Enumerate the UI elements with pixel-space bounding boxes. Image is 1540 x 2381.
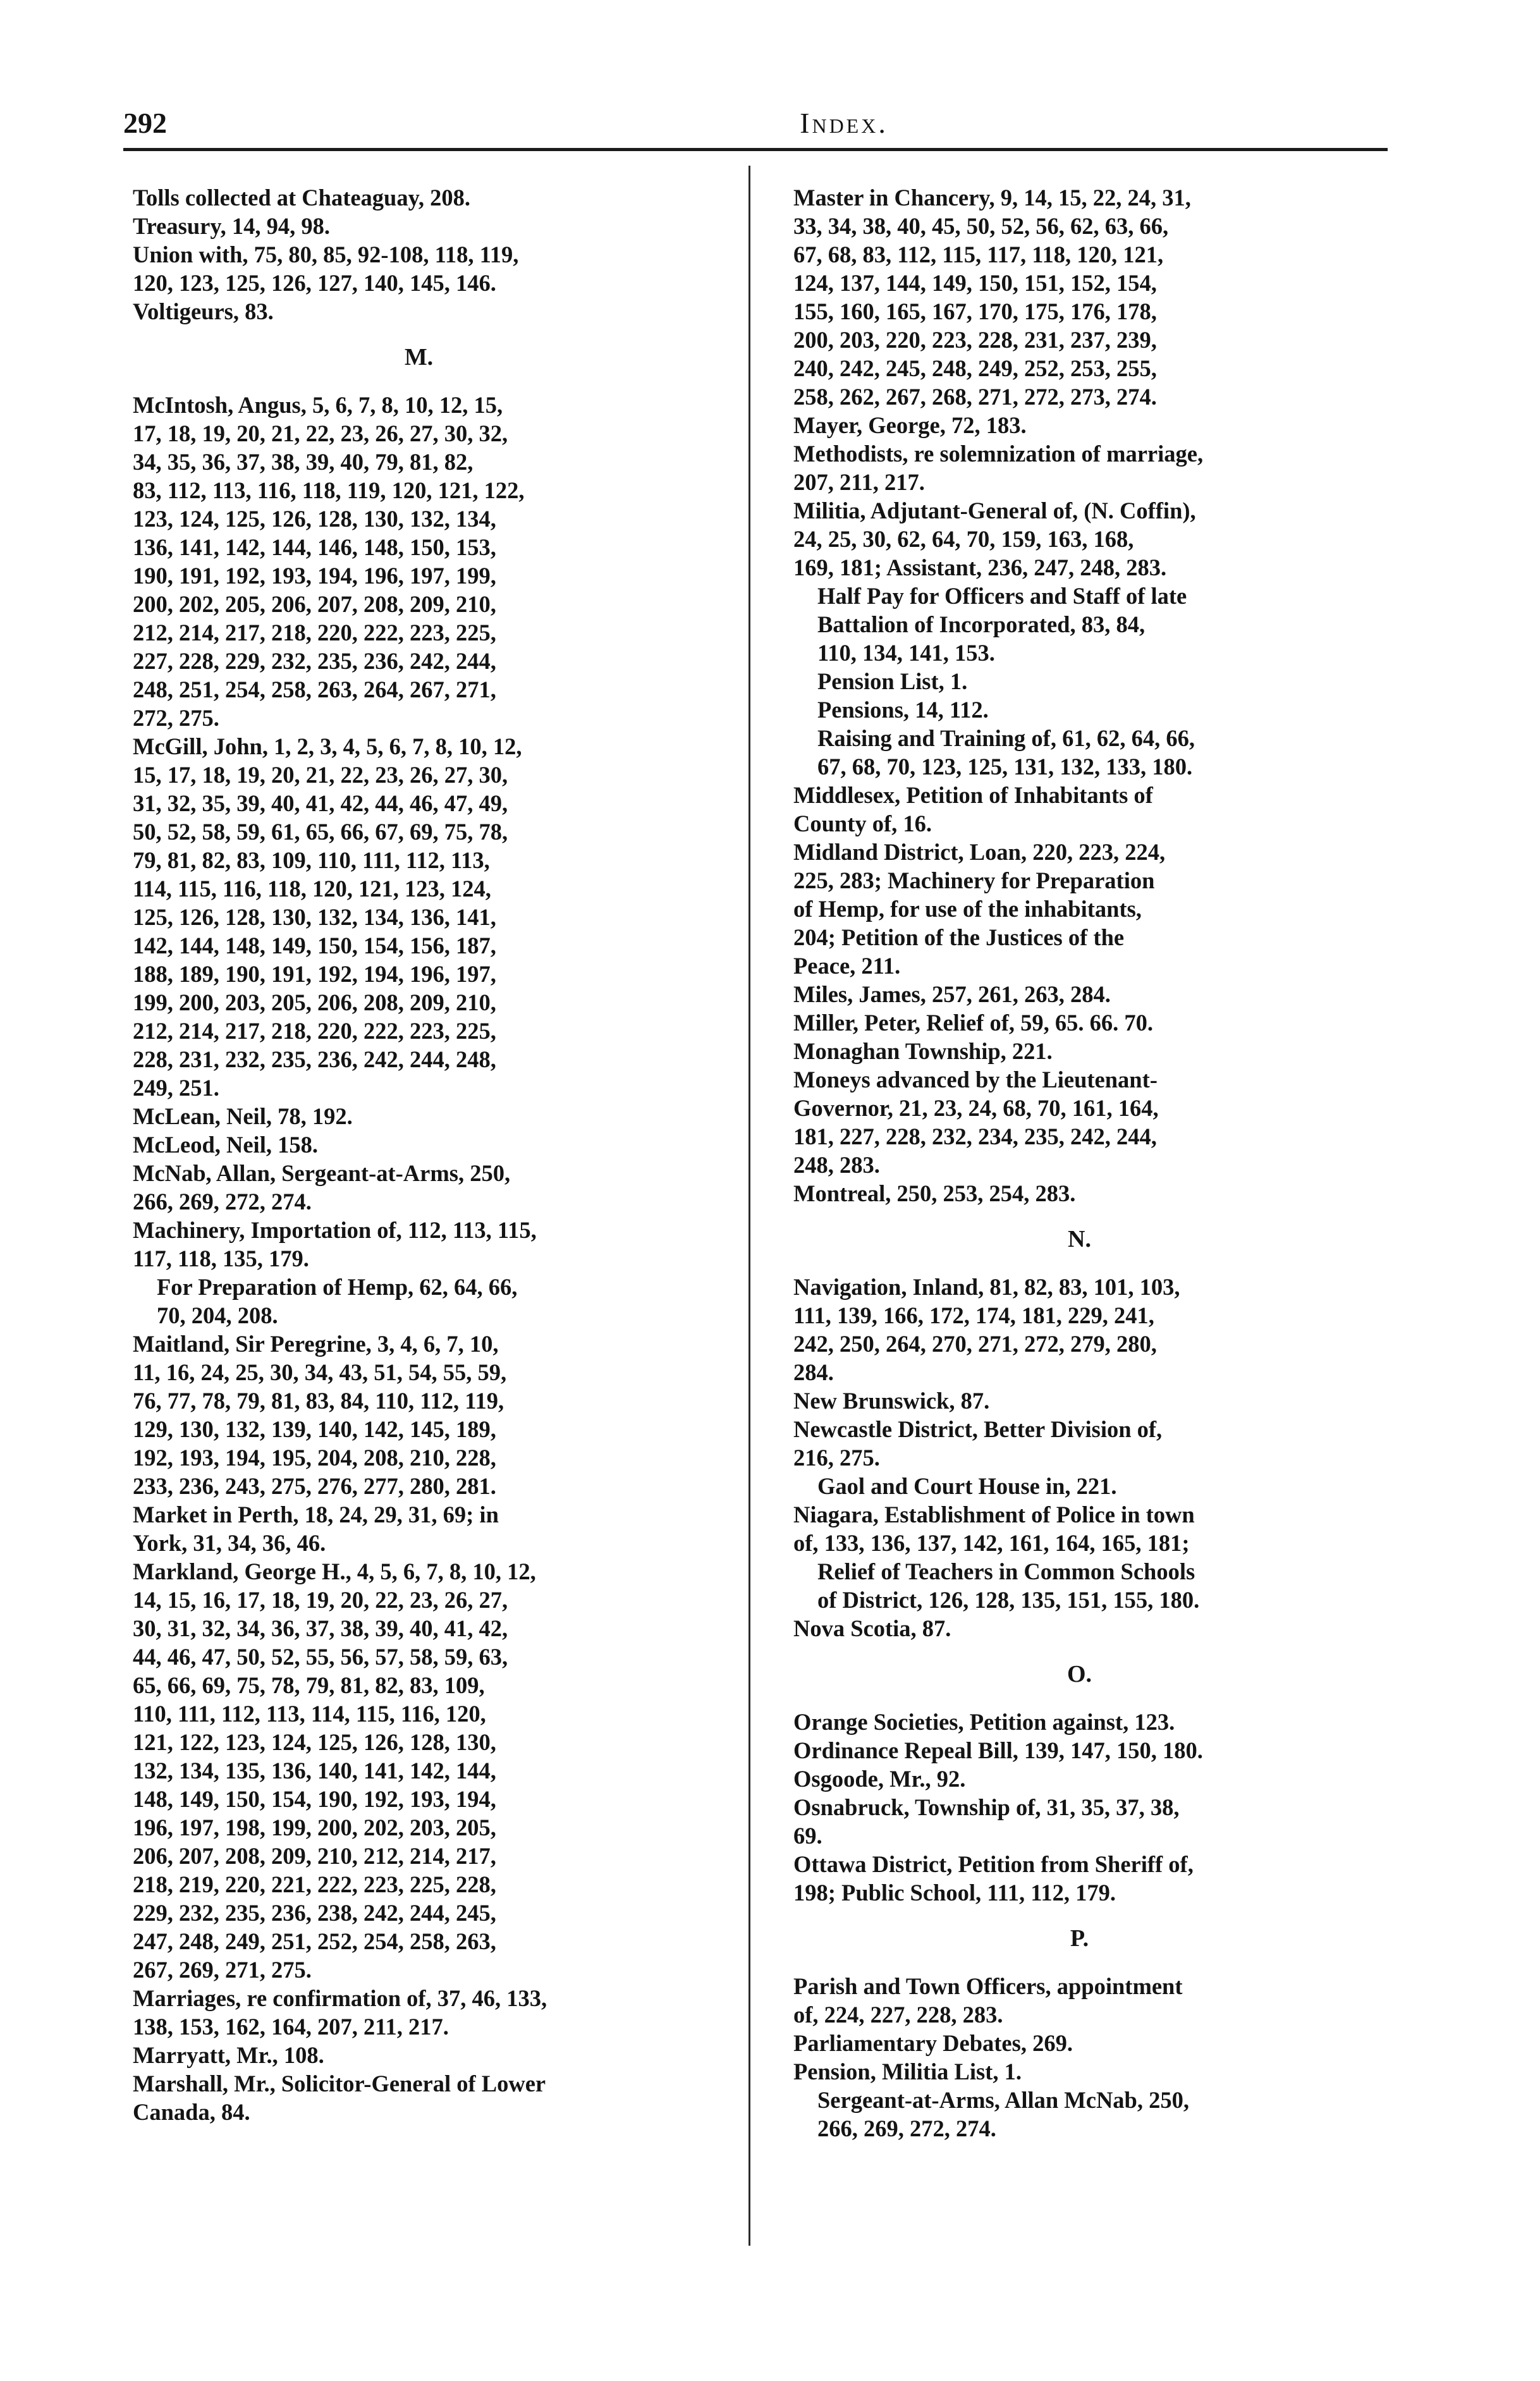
entry-line: Markland, George H., 4, 5, 6, 7, 8, 10, 12, bbox=[133, 1558, 536, 1584]
index-entry bbox=[793, 2029, 1366, 2057]
entry-line: Miles, James, 257, 261, 263, 284. bbox=[793, 981, 1111, 1007]
index-entry bbox=[793, 1179, 1366, 1208]
entry-line: Union with, 75, 80, 85, 92-108, 118, 119, bbox=[133, 242, 519, 267]
entry-line: Middlesex, Petition of Inhabitants of bbox=[793, 782, 1153, 808]
section-letter: O. bbox=[1066, 1661, 1092, 1687]
entry-line: 200, 203, 220, 223, 228, 231, 237, 239, bbox=[793, 327, 1157, 353]
index-entry bbox=[793, 1065, 1366, 1179]
entry-line: 136, 141, 142, 144, 146, 148, 150, 153, bbox=[133, 534, 496, 560]
entry-line: 125, 126, 128, 130, 132, 134, 136, 141, bbox=[133, 904, 496, 930]
entry-line: Battalion of Incorporated, 83, 84, bbox=[817, 611, 1146, 637]
entry-line: Miller, Peter, Relief of, 59, 65. 66. 70. bbox=[793, 1010, 1153, 1036]
entry-line: 155, 160, 165, 167, 170, 175, 176, 178, bbox=[793, 298, 1157, 324]
section-letter: N. bbox=[1068, 1226, 1091, 1252]
entry-line: 181, 227, 228, 232, 234, 235, 242, 244, bbox=[793, 1123, 1157, 1149]
index-entry bbox=[133, 2041, 705, 2069]
entry-line: 242, 250, 264, 270, 271, 272, 279, 280, bbox=[793, 1331, 1157, 1357]
entry-line: Marriages, re confirmation of, 37, 46, 133, bbox=[133, 1985, 547, 2011]
entry-line: Midland District, Loan, 220, 223, 224, bbox=[793, 839, 1166, 865]
entry-line: 247, 248, 249, 251, 252, 254, 258, 263, bbox=[133, 1928, 496, 1954]
entry-line: 216, 275. bbox=[793, 1445, 880, 1471]
entry-line: Montreal, 250, 253, 254, 283. bbox=[793, 1180, 1076, 1206]
index-entry bbox=[133, 1130, 705, 1159]
index-entry bbox=[793, 1415, 1366, 1472]
entry-line: of Hemp, for use of the inhabitants, bbox=[793, 896, 1142, 922]
entry-line: 192, 193, 194, 195, 204, 208, 210, 228, bbox=[133, 1445, 496, 1471]
index-entry bbox=[793, 1500, 1366, 1557]
index-entry bbox=[793, 1793, 1366, 1850]
right-column bbox=[793, 183, 1366, 2143]
entry-line: of District, 126, 128, 135, 151, 155, 180. bbox=[817, 1587, 1200, 1613]
index-entry bbox=[133, 240, 705, 297]
index-subentry bbox=[793, 1557, 1366, 1614]
entry-line: 240, 242, 245, 248, 249, 252, 253, 255, bbox=[793, 355, 1157, 381]
entry-line: of, 224, 227, 228, 283. bbox=[793, 2002, 1003, 2028]
entry-line: New Brunswick, 87. bbox=[793, 1388, 990, 1414]
index-entry bbox=[133, 732, 705, 1102]
entry-line: 15, 17, 18, 19, 20, 21, 22, 23, 26, 27, 30, bbox=[133, 762, 508, 788]
entry-line: 17, 18, 19, 20, 21, 22, 23, 26, 27, 30, 32, bbox=[133, 420, 508, 446]
entry-line: Canada, 84. bbox=[133, 2099, 250, 2125]
entry-line: 30, 31, 32, 34, 36, 37, 38, 39, 40, 41, 42, bbox=[133, 1615, 508, 1641]
entry-line: 117, 118, 135, 179. bbox=[133, 1246, 309, 1271]
entry-line: 114, 115, 116, 118, 120, 121, 123, 124, bbox=[133, 876, 491, 902]
entry-line: 190, 191, 192, 193, 194, 196, 197, 199, bbox=[133, 563, 496, 589]
entry-line: Marryatt, Mr., 108. bbox=[133, 2042, 324, 2068]
entry-line: Ottawa District, Petition from Sheriff of, bbox=[793, 1851, 1194, 1877]
entry-line: 69. bbox=[793, 1823, 822, 1849]
entry-line: Governor, 21, 23, 24, 68, 70, 161, 164, bbox=[793, 1095, 1159, 1121]
entry-line: McLean, Neil, 78, 192. bbox=[133, 1103, 353, 1129]
entry-line: Navigation, Inland, 81, 82, 83, 101, 103, bbox=[793, 1274, 1180, 1300]
entry-line: Treasury, 14, 94, 98. bbox=[133, 213, 330, 239]
left-column bbox=[133, 183, 705, 2126]
index-entry bbox=[793, 1273, 1366, 1386]
entry-line: 65, 66, 69, 75, 78, 79, 81, 82, 83, 109, bbox=[133, 1672, 485, 1698]
index-entry bbox=[793, 1386, 1366, 1415]
index-entry bbox=[793, 838, 1366, 980]
entry-line: 24, 25, 30, 62, 64, 70, 159, 163, 168, bbox=[793, 526, 1134, 552]
index-entry bbox=[133, 183, 705, 212]
entry-line: 207, 211, 217. bbox=[793, 469, 925, 495]
entry-line: 212, 214, 217, 218, 220, 222, 223, 225, bbox=[133, 1018, 496, 1044]
entry-line: 44, 46, 47, 50, 52, 55, 56, 57, 58, 59, 63, bbox=[133, 1644, 508, 1670]
header-rule bbox=[123, 148, 1388, 151]
entry-line: 110, 134, 141, 153. bbox=[817, 640, 995, 666]
entry-line: Moneys advanced by the Lieutenant- bbox=[793, 1067, 1158, 1093]
index-entry bbox=[793, 1614, 1366, 1643]
entry-line: 266, 269, 272, 274. bbox=[817, 2115, 996, 2141]
entry-line: Raising and Training of, 61, 62, 64, 66, bbox=[817, 725, 1195, 751]
entry-line: 284. bbox=[793, 1359, 834, 1385]
entry-line: Half Pay for Officers and Staff of late bbox=[817, 583, 1187, 609]
index-entry bbox=[793, 1708, 1366, 1736]
index-subentry bbox=[793, 2086, 1366, 2143]
entry-line: Sergeant-at-Arms, Allan McNab, 250, bbox=[817, 2087, 1189, 2113]
entry-line: 204; Petition of the Justices of the bbox=[793, 924, 1125, 950]
index-subentry bbox=[793, 667, 1366, 695]
entry-line: 121, 122, 123, 124, 125, 126, 128, 130, bbox=[133, 1729, 496, 1755]
entry-line: 258, 262, 267, 268, 271, 272, 273, 274. bbox=[793, 384, 1157, 410]
entry-line: Nova Scotia, 87. bbox=[793, 1615, 951, 1641]
entry-line: 198; Public School, 111, 112, 179. bbox=[793, 1880, 1116, 1906]
index-entry bbox=[793, 2057, 1366, 2086]
entry-line: 132, 134, 135, 136, 140, 141, 142, 144, bbox=[133, 1758, 496, 1784]
entry-line: 34, 35, 36, 37, 38, 39, 40, 79, 81, 82, bbox=[133, 449, 474, 475]
entry-line: 233, 236, 243, 275, 276, 277, 280, 281. bbox=[133, 1473, 496, 1499]
entry-line: Parish and Town Officers, appointment bbox=[793, 1973, 1183, 1999]
entry-line: 228, 231, 232, 235, 236, 242, 244, 248, bbox=[133, 1046, 496, 1072]
entry-line: 70, 204, 208. bbox=[157, 1302, 278, 1328]
entry-line: Marshall, Mr., Solicitor-General of Lower bbox=[133, 2071, 546, 2096]
entry-line: 249, 251. bbox=[133, 1075, 219, 1101]
entry-line: 248, 251, 254, 258, 263, 264, 267, 271, bbox=[133, 676, 496, 702]
entry-line: 124, 137, 144, 149, 150, 151, 152, 154, bbox=[793, 270, 1157, 296]
entry-line: Militia, Adjutant-General of, (N. Coffin), bbox=[793, 498, 1196, 523]
entry-line: 67, 68, 70, 123, 125, 131, 132, 133, 180. bbox=[817, 754, 1193, 780]
entry-line: Maitland, Sir Peregrine, 3, 4, 6, 7, 10, bbox=[133, 1331, 499, 1357]
index-entry bbox=[793, 781, 1366, 838]
entry-line: 142, 144, 148, 149, 150, 154, 156, 187, bbox=[133, 933, 496, 958]
entry-line: Monaghan Township, 221. bbox=[793, 1038, 1053, 1064]
entry-line: 212, 214, 217, 218, 220, 222, 223, 225, bbox=[133, 620, 496, 646]
entry-line: 200, 202, 205, 206, 207, 208, 209, 210, bbox=[133, 591, 496, 617]
index-subentry bbox=[793, 1472, 1366, 1500]
entry-line: Pensions, 14, 112. bbox=[817, 697, 989, 723]
index-entry bbox=[133, 1159, 705, 1216]
entry-line: McIntosh, Angus, 5, 6, 7, 8, 10, 12, 15, bbox=[133, 392, 503, 418]
entry-line: Orange Societies, Petition against, 123. bbox=[793, 1709, 1175, 1735]
running-head: Index. bbox=[800, 107, 888, 139]
index-entry bbox=[793, 183, 1366, 411]
index-entry bbox=[133, 391, 705, 732]
entry-line: Newcastle District, Better Division of, bbox=[793, 1416, 1163, 1442]
entry-line: Peace, 211. bbox=[793, 953, 901, 979]
entry-line: 138, 153, 162, 164, 207, 211, 217. bbox=[133, 2014, 449, 2040]
index-entry bbox=[793, 1037, 1366, 1065]
entry-line: McNab, Allan, Sergeant-at-Arms, 250, bbox=[133, 1160, 511, 1186]
entry-line: 11, 16, 24, 25, 30, 34, 43, 51, 54, 55, 59, bbox=[133, 1359, 507, 1385]
entry-line: For Preparation of Hemp, 62, 64, 66, bbox=[157, 1274, 518, 1300]
entry-line: 272, 275. bbox=[133, 705, 219, 731]
index-subentry bbox=[793, 695, 1366, 724]
index-entry bbox=[793, 1008, 1366, 1037]
entry-line: Niagara, Establishment of Police in town bbox=[793, 1502, 1195, 1527]
entry-line: County of, 16. bbox=[793, 811, 932, 836]
entry-line: Parliamentary Debates, 269. bbox=[793, 2030, 1073, 2056]
entry-line: 129, 130, 132, 139, 140, 142, 145, 189, bbox=[133, 1416, 496, 1442]
entry-line: 248, 283. bbox=[793, 1152, 880, 1178]
index-entry bbox=[133, 2069, 705, 2126]
entry-line: 31, 32, 35, 39, 40, 41, 42, 44, 46, 47, 49, bbox=[133, 790, 508, 816]
entry-line: of, 133, 136, 137, 142, 161, 164, 165, 181; bbox=[793, 1530, 1190, 1556]
entry-line: 14, 15, 16, 17, 18, 19, 20, 22, 23, 26, 27, bbox=[133, 1587, 508, 1613]
section-letter: P. bbox=[1070, 1925, 1089, 1952]
index-entry bbox=[133, 1500, 705, 1557]
index-entry bbox=[793, 1972, 1366, 2029]
entry-line: 67, 68, 83, 112, 115, 117, 118, 120, 121, bbox=[793, 242, 1164, 267]
entry-line: McLeod, Neil, 158. bbox=[133, 1132, 318, 1158]
entry-line: 83, 112, 113, 116, 118, 119, 120, 121, 122, bbox=[133, 477, 525, 503]
entry-line: 266, 269, 272, 274. bbox=[133, 1189, 312, 1215]
entry-line: 110, 111, 112, 113, 114, 115, 116, 120, bbox=[133, 1701, 486, 1727]
index-subentry bbox=[793, 582, 1366, 667]
entry-line: Methodists, re solemnization of marriage, bbox=[793, 441, 1204, 467]
entry-line: Ordinance Repeal Bill, 139, 147, 150, 180. bbox=[793, 1737, 1203, 1763]
index-entry bbox=[133, 1984, 705, 2041]
page-header bbox=[123, 106, 1388, 150]
index-entry bbox=[793, 411, 1366, 439]
entry-line: 123, 124, 125, 126, 128, 130, 132, 134, bbox=[133, 506, 496, 532]
index-subentry bbox=[793, 724, 1366, 781]
entry-line: 218, 219, 220, 221, 222, 223, 225, 228, bbox=[133, 1871, 496, 1897]
entry-line: Tolls collected at Chateaguay, 208. bbox=[133, 185, 470, 211]
entry-line: 196, 197, 198, 199, 200, 202, 203, 205, bbox=[133, 1815, 496, 1840]
entry-line: Pension, Militia List, 1. bbox=[793, 2059, 1022, 2084]
entry-line: 229, 232, 235, 236, 238, 242, 244, 245, bbox=[133, 1900, 496, 1926]
entry-line: 148, 149, 150, 154, 190, 192, 193, 194, bbox=[133, 1786, 496, 1812]
entry-line: York, 31, 34, 36, 46. bbox=[133, 1530, 326, 1556]
entry-line: Pension List, 1. bbox=[817, 668, 968, 694]
index-entry bbox=[793, 496, 1366, 582]
entry-line: 267, 269, 271, 275. bbox=[133, 1957, 312, 1983]
entry-line: 33, 34, 38, 40, 45, 50, 52, 56, 62, 63, 66, bbox=[793, 213, 1169, 239]
index-subentry bbox=[133, 1273, 705, 1330]
index-entry bbox=[793, 1765, 1366, 1793]
entry-line: 225, 283; Machinery for Preparation bbox=[793, 867, 1155, 893]
entry-line: Osgoode, Mr., 92. bbox=[793, 1766, 966, 1792]
index-entry bbox=[133, 1557, 705, 1984]
entry-line: Master in Chancery, 9, 14, 15, 22, 24, 31, bbox=[793, 185, 1191, 211]
entry-line: Mayer, George, 72, 183. bbox=[793, 412, 1027, 438]
entry-line: Voltigeurs, 83. bbox=[133, 298, 274, 324]
index-entry bbox=[133, 1102, 705, 1130]
entry-line: 76, 77, 78, 79, 81, 83, 84, 110, 112, 119, bbox=[133, 1388, 504, 1414]
entry-line: 50, 52, 58, 59, 61, 65, 66, 67, 69, 75, 78, bbox=[133, 819, 508, 845]
entry-line: 188, 189, 190, 191, 192, 194, 196, 197, bbox=[133, 961, 496, 987]
page-number: 292 bbox=[123, 107, 167, 139]
entry-line: Gaol and Court House in, 221. bbox=[817, 1473, 1117, 1499]
index-entry bbox=[793, 1736, 1366, 1765]
index-entry bbox=[793, 1850, 1366, 1907]
index-entry bbox=[133, 212, 705, 240]
column-divider bbox=[749, 166, 750, 2246]
index-entry bbox=[793, 439, 1366, 496]
entry-line: 169, 181; Assistant, 236, 247, 248, 283. bbox=[793, 554, 1167, 580]
entry-line: 199, 200, 203, 205, 206, 208, 209, 210, bbox=[133, 989, 496, 1015]
index-entry bbox=[133, 1216, 705, 1273]
entry-line: 111, 139, 166, 172, 174, 181, 229, 241, bbox=[793, 1302, 1154, 1328]
entry-line: Market in Perth, 18, 24, 29, 31, 69; in bbox=[133, 1502, 499, 1527]
entry-line: Relief of Teachers in Common Schools bbox=[817, 1558, 1195, 1584]
entry-line: 206, 207, 208, 209, 210, 212, 214, 217, bbox=[133, 1843, 496, 1869]
section-letter: M. bbox=[404, 344, 434, 370]
entry-line: Machinery, Importation of, 112, 113, 115, bbox=[133, 1217, 537, 1243]
entry-line: 120, 123, 125, 126, 127, 140, 145, 146. bbox=[133, 270, 496, 296]
index-entry bbox=[793, 980, 1366, 1008]
entry-line: 79, 81, 82, 83, 109, 110, 111, 112, 113, bbox=[133, 847, 490, 873]
index-entry bbox=[133, 297, 705, 326]
entry-line: 227, 228, 229, 232, 235, 236, 242, 244, bbox=[133, 648, 496, 674]
index-entry bbox=[133, 1330, 705, 1500]
entry-line: McGill, John, 1, 2, 3, 4, 5, 6, 7, 8, 10, 12, bbox=[133, 733, 522, 759]
entry-line: Osnabruck, Township of, 31, 35, 37, 38, bbox=[793, 1794, 1180, 1820]
